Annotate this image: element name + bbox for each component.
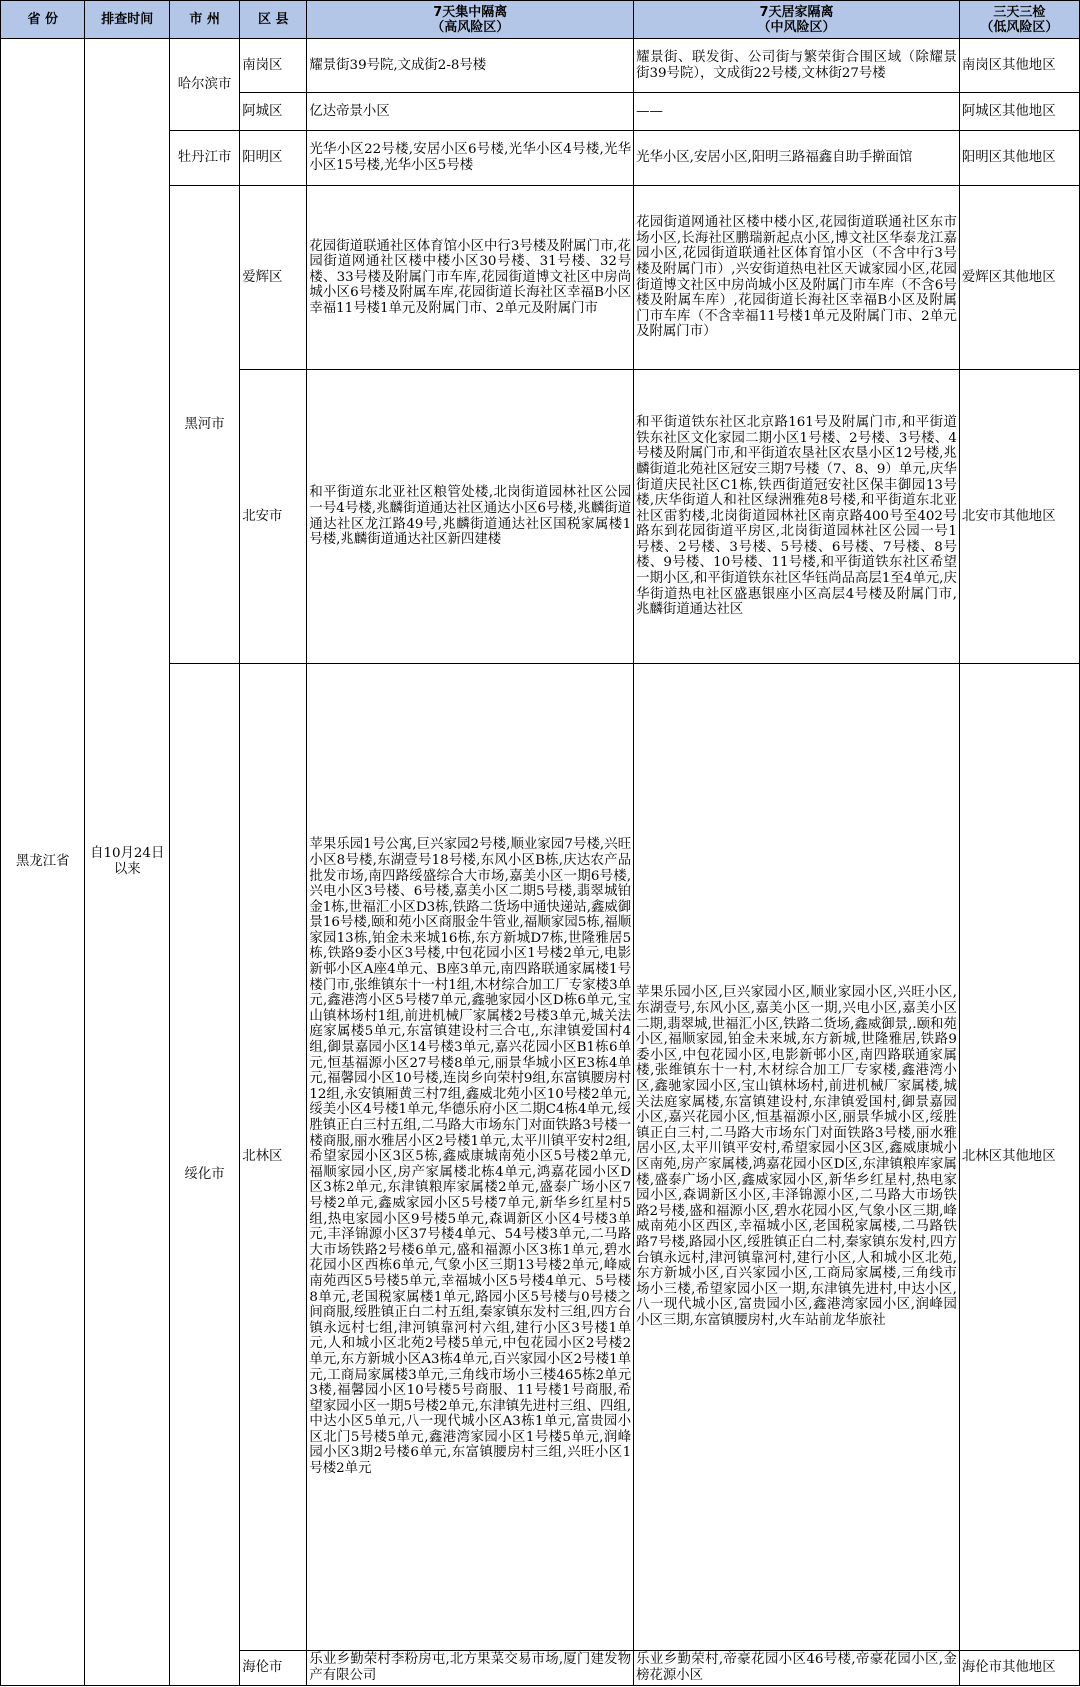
header-time: 排查时间 [85,1,169,39]
mid-risk-cell: —— [634,93,960,131]
low-risk-cell: 北林区其他地区 [959,664,1079,1651]
low-risk-cell: 北安市其他地区 [959,370,1079,664]
district-cell: 阿城区 [240,93,307,131]
district-cell: 爱辉区 [240,186,307,370]
high-risk-cell: 耀景街39号院,文成街2-8号楼 [307,39,634,93]
low-risk-cell: 南岗区其他地区 [959,39,1079,93]
mid-risk-cell: 花园街道网通社区楼中楼小区,花园街道联通社区东市场小区,长海社区鹏瑞新起点小区,博文社区华泰龙江嘉园小区,花园街道联通社区体育馆小区（不含中行3号楼及附属门市）,兴安街道热电社区天诚家园小区,花园街道博文社区中房尚城小区及附属门市车库（不含6号楼及附属车库）,花园街道长海社区幸福B小区及附属门市车库（不含幸福11号楼1单元及附属门市、2单元及附属门市） [634,186,960,370]
high-risk-cell: 乐业乡勤荣村李粉房屯,北方果菜交易市场,厦门建发物产有限公司 [307,1651,634,1686]
header-high-risk-line2: （高风险区） [431,19,510,35]
header-district: 区 县 [240,1,307,39]
city-cell-heihe: 黑河市 [169,186,239,664]
high-risk-cell: 苹果乐园1号公寓,巨兴家园2号楼,顺业家园7号楼,兴旺小区8号楼,东湖壹号18号楼,东风小区B栋,庆达农产品批发市场,南四路绥盛综合大市场,嘉美小区一期6号楼,兴电小区3号楼、6号楼,嘉美小区二期5号楼,翡翠城铂金1栋,世福汇小区D3栋,铁路二货场中通快递站,鑫威御景16号楼,颐和苑小区商服金牛管业,福顺家园5栋,福顺家园13栋,铂金未来城16栋,东方新城D7栋,世隆雅居5栋,铁路9委小区3号楼,中包花园小区1号楼2单元,电影新邨小区A座4单元、B座3单元,南四路联通家属楼1号楼门市,张维镇东十一村1组,木材综合加工厂专家楼3单元,鑫港湾小区5号楼7单元,鑫驰家园小区D栋6单元,宝山镇林场村1组,前进机械厂家属楼2号楼3单元,城关法庭家属楼5单元,东富镇建设村三合屯,,东津镇爱国村4组,御景嘉园小区14号楼3单元,嘉兴花园小区B1栋6单元,恒基福源小区27号楼8单元,丽景华城小区E3栋4单元,福馨园小区10号楼,连岗乡向荣村9组,东富镇腰房村12组,永安镇厢黄三村7组,鑫威北苑小区10号楼2单元,绥美小区4号楼1单元,华德乐府小区二期C4栋4单元,绥胜镇正白三村五组,二马路大市场东门对面铁路3号楼一楼商服,丽水雅居小区2号楼1单元,太平川镇平安村2组,希望家园小区3区5栋,鑫威康城南苑小区5号楼2单元,福顺家园小区,房产家属楼北栋4单元,鸿嘉花园小区D区3栋2单元,东津镇粮库家属楼2单元,盛泰广场小区7号楼2单元,鑫威家园小区5号楼7单元,新华乡红星村5组,热电家园小区9号楼5单元,森调新区小区4号楼3单元,丰泽锦源小区37号楼4单元、54号楼3单元,二马路大市场铁路2号楼6单元,盛和福源小区3栋1单元,碧水花园小区西栋6单元,气象小区三期13号楼2单元,峰威南苑西区5号楼5单元,幸福城小区5号楼4单元、5号楼8单元,老国税家属楼1单元,路园小区5号楼与0号楼之间商服,绥胜镇正白二村五组,秦家镇东发村三组,四方台镇永远村七组,津河镇靠河村六组,建行小区3号楼1单元,人和城小区北苑2号楼5单元,中包花园小区2号楼2单元,东方新城小区A3栋4单元,百兴家园小区2号楼1单元,工商局家属楼3单元,三角线市场小三楼465栋2单元3楼,福馨园小区10号楼5号商服、11号楼1号商服,希望家园小区一期5号楼2单元,东津镇先进村三组、四组,中达小区5单元,八一现代城小区A3栋1单元,富贵园小区北门5号楼5单元,鑫港湾家园小区1号楼5单元,润峰园小区3期2号楼6单元,东富镇腰房村三组,兴旺小区1号楼2单元 [307,664,634,1651]
district-cell: 南岗区 [240,39,307,93]
mid-risk-cell: 苹果乐园小区,巨兴家园小区,顺业家园小区,兴旺小区,东湖壹号,东风小区,嘉美小区一期,兴电小区,嘉美小区二期,翡翠城,世福汇小区,铁路二货场,鑫威御景,.颐和苑小区,福顺家园,铂金未来城,东方新城,世隆雅居,铁路9委小区,中包花园小区,电影新邨小区,南四路联通家属楼,张维镇东十一村,木材综合加工厂专家楼,鑫港湾小区,鑫驰家园小区,宝山镇林场村,前进机械厂家属楼,城关法庭家属楼,东富镇建设村,东津镇爱国村,御景嘉园小区,嘉兴花园小区,恒基福源小区,丽景华城小区,绥胜镇正白三村,二马路大市场东门对面铁路3号楼,丽水雅居小区,太平川镇平安村,希望家园小区3区,鑫威康城小区南苑,房产家属楼,鸿嘉花园小区D区,东津镇粮库家属楼,盛泰广场小区,鑫威家园小区,新华乡红星村,热电家园小区,森调新区小区,丰泽锦源小区,二马路大市场铁路2号楼,盛和福源小区,碧水花园小区,气象小区三期,峰威南苑小区西区,幸福城小区,老国税家属楼,二马路铁路7号楼,路园小区,绥胜镇正白二村,秦家镇东发村,四方台镇永远村,津河镇靠河村,建行小区,人和城小区北苑,东方新城小区,百兴家园小区,工商局家属楼,三角线市场小三楼,希望家园小区一期,东津镇先进村,中达小区,八一现代城小区,富贵园小区,鑫港湾家园小区,润峰园小区三期,东富镇腰房村,火车站前龙华旅社 [634,664,960,1651]
high-risk-cell: 亿达帝景小区 [307,93,634,131]
header-low-risk-line2: （低风险区） [980,19,1059,35]
province-cell: 黑龙江省 [1,39,85,1686]
low-risk-cell: 爱辉区其他地区 [959,186,1079,370]
district-cell: 海伦市 [240,1651,307,1686]
header-city: 市 州 [169,1,239,39]
mid-risk-cell: 和平街道铁东社区北京路161号及附属门市,和平街道铁东社区文化家园二期小区1号楼、2号楼、3号楼、4号楼及附属门市,和平街道农垦社区农垦小区12号楼,兆麟街道北苑社区冠安三期7号楼（7、8、9）单元,庆华街道庆民社区C1栋,铁西街道冠安社区保丰御园13号楼,庆华街道人和社区绿洲雅苑8号楼,和平街道东北亚社区雷豹楼,北岗街道园林社区南京路400号至402号路东到花园街道平房区,北岗街道园林社区公园一号1号楼、2号楼、3号楼、5号楼、6号楼、7号楼、8号楼、9号楼、10号楼、11号楼,和平街道铁东社区希望一期小区,和平街道铁东社区华钰尚品高层1至4单元,庆华街道热电社区盛惠银座小区高层4号楼及附属门市,兆麟街道通达社区 [634,370,960,664]
low-risk-cell: 海伦市其他地区 [959,1651,1079,1686]
district-cell: 北安市 [240,370,307,664]
high-risk-cell: 和平街道东北亚社区粮管处楼,北岗街道园林社区公园一号4号楼,兆麟街道通达社区通达小区6号楼,兆麟街道通达社区龙江路49号,兆麟街道通达社区国税家属楼1号楼,兆麟街道通达社区新四建楼 [307,370,634,664]
high-risk-cell: 光华小区22号楼,安居小区6号楼,光华小区4号楼,光华小区15号楼,光华小区5号楼 [307,131,634,186]
time-cell: 自10月24日以来 [85,39,169,1686]
high-risk-cell: 花园街道联通社区体育馆小区中行3号楼及附属门市,花园街道网通社区楼中楼小区30号楼、31号楼、32号楼、33号楼及附属门市车库,花园街道博文社区中房尚城小区6号楼及附属车库,花园街道长海社区幸福B小区幸福11号楼1单元及附属门市、2单元及附属门市 [307,186,634,370]
header-high-risk [307,1,634,39]
city-cell-harbin: 哈尔滨市 [169,39,239,131]
mid-risk-cell: 光华小区,安居小区,阳明三路福鑫自助手擀面馆 [634,131,960,186]
header-low-risk [959,1,1079,39]
header-high-risk-line1: 7天集中隔离 [433,4,508,20]
header-province: 省 份 [1,1,85,39]
table-row [1,39,1080,93]
header-mid-risk-line2: （中风险区） [757,19,836,35]
city-cell-mudanjiang: 牡丹江市 [169,131,239,186]
district-cell: 北林区 [240,664,307,1651]
low-risk-cell: 阿城区其他地区 [959,93,1079,131]
mid-risk-cell: 耀景街、联发街、公司街与繁荣街合围区域（除耀景街39号院），文成街22号楼,文林街27号楼 [634,39,960,93]
header-mid-risk-line1: 7天居家隔离 [759,4,834,20]
low-risk-cell: 阳明区其他地区 [959,131,1079,186]
city-cell-suihua: 绥化市 [169,664,239,1686]
header-mid-risk [634,1,960,39]
mid-risk-cell: 乐业乡勤荣村,帝豪花园小区46号楼,帝豪花园小区,金榜花源小区 [634,1651,960,1686]
header-low-risk-line1: 三天三检 [993,4,1046,20]
district-cell: 阳明区 [240,131,307,186]
